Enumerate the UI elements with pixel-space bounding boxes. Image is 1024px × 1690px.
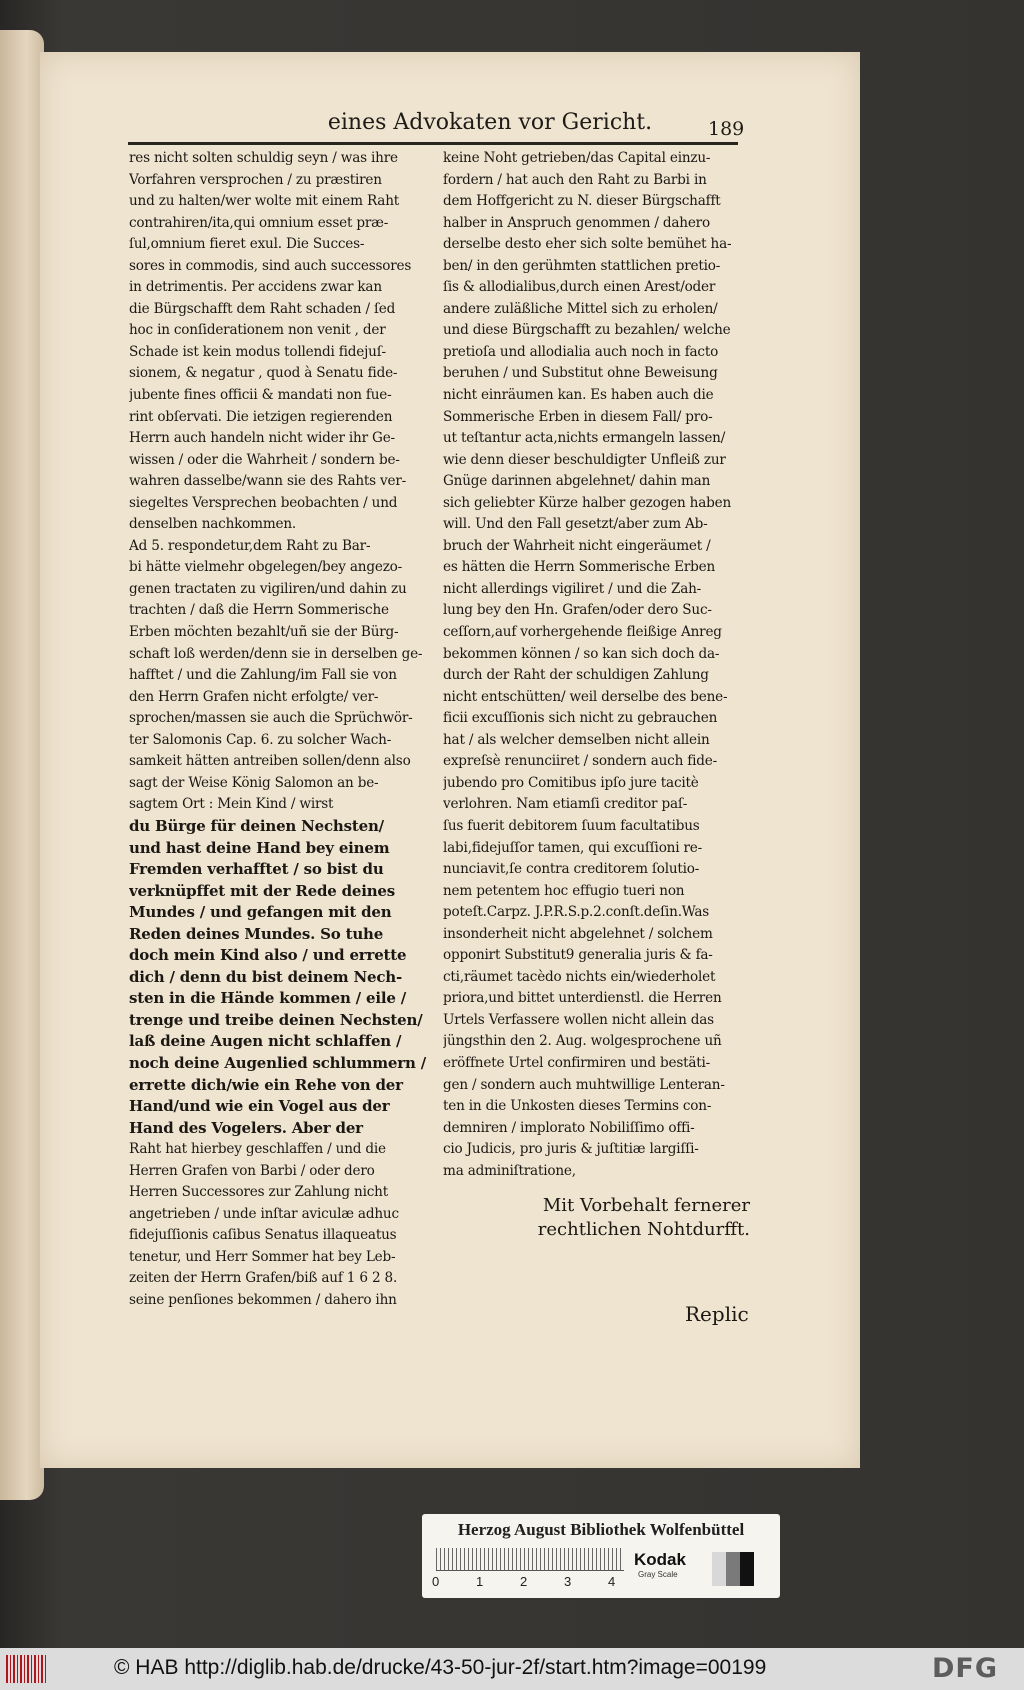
text-line: die Bürgschafft dem Raht schaden / ſed	[129, 300, 396, 317]
gray-swatch-mid	[726, 1552, 740, 1586]
header-rule	[128, 142, 738, 145]
text-line: insonderheit nicht abgelehnet / solchem	[443, 925, 713, 942]
text-line: denselben nachkommen.	[129, 516, 297, 533]
text-line: cti,räumet tacèdo nichts ein/wiederholet	[443, 968, 716, 985]
text-line: Hand des Vogelers. Aber der	[129, 1118, 363, 1137]
library-name: Herzog August Bibliothek Wolfenbüttel	[457, 1520, 745, 1539]
text-line: es hätten die Herrn Sommerische Erben	[443, 559, 716, 576]
text-line: ſul,omnium fieret exul. Die Succes-	[129, 236, 365, 253]
text-line: gen / sondern auch muhtwillige Lenteran-	[443, 1076, 725, 1093]
text-line: Vorfahren versprochen / zu præstiren	[129, 171, 382, 188]
text-line: sprochen/massen sie auch die Sprüchwör-	[129, 710, 413, 727]
text-line: hoc in conſiderationem non venit , der	[129, 322, 386, 339]
text-line: wahren dasselbe/wann sie des Rahts ver-	[129, 473, 407, 490]
text-line: ceſſorn,auf vorhergehende fleißige Anreg	[443, 624, 722, 641]
scale-ruler	[436, 1548, 624, 1571]
text-line: Herren Grafen von Barbi / oder dero	[129, 1162, 375, 1179]
barcode-icon	[6, 1655, 46, 1683]
text-line: errette dich/wie ein Rehe von der	[129, 1075, 403, 1094]
text-line: und hast deine Hand bey einem	[129, 838, 390, 857]
dfg-logo: DFG	[932, 1653, 999, 1684]
text-line: beruhen / und Substitut ohne Beweisung	[443, 365, 718, 382]
text-line: Raht hat hierbey geschlaffen / und die	[129, 1141, 386, 1158]
text-line: ficii excuſſionis sich nicht zu gebrauchen	[443, 710, 718, 727]
text-line: nunciavit,ſe contra creditorem ſolutio-	[443, 861, 700, 878]
text-line: contrahiren/ita,qui omnium esset præ-	[129, 214, 389, 231]
text-line: ter Salomonis Cap. 6. zu solcher Wach-	[129, 731, 392, 748]
text-line: cio Judicis, pro juris & juſtitiæ largiſſi-	[443, 1141, 699, 1158]
text-line: siegeltes Versprechen beobachten / und	[129, 494, 398, 511]
text-line: will. Und den Fall gesetzt/aber zum Ab-	[443, 516, 708, 533]
text-line: Herrn auch handeln nicht wider ihr Ge-	[129, 430, 395, 447]
text-line: samkeit hätten antreiben sollen/denn also	[129, 753, 411, 770]
text-line: bekommen können / so kan sich doch da-	[443, 645, 720, 662]
text-line: trachten / daß die Herrn Sommerische	[129, 602, 389, 619]
kodak-logo: Kodak	[634, 1550, 686, 1569]
text-line: Erben möchten bezahlt/uñ sie der Bürg-	[129, 624, 399, 641]
text-line: bi hätte vielmehr obgelegen/bey angezo-	[129, 559, 403, 576]
text-line: doch mein Kind also / und errette	[129, 946, 407, 965]
text-line: verlohren. Nam etiamſi creditor paſ-	[443, 796, 688, 813]
text-line: ma adminiſtratione,	[443, 1162, 576, 1179]
text-line: halber in Anspruch genommen / dahero	[443, 214, 710, 231]
text-line: nem petentem hoc effugio tueri non	[443, 882, 685, 899]
text-line: sores in commodis, sind auch successores	[129, 257, 412, 274]
text-line: schaft loß werden/denn sie in derselben ge-	[129, 645, 423, 662]
text-line: seine penſiones bekommen / dahero ihn	[129, 1291, 397, 1308]
text-line: ut teſtantur acta,nichts ermangeln lassen/	[443, 430, 726, 447]
text-line: nicht allerdings vigiliret / und die Zah-	[443, 580, 702, 597]
previous-page-edge	[0, 30, 44, 1500]
text-line: du Bürge für deinen Nechsten/	[129, 816, 384, 835]
ruler-number: 4	[608, 1574, 616, 1589]
right-text-column	[443, 148, 743, 1182]
text-line: zeiten der Herrn Grafen/biß auf 1 6 2 8.	[129, 1270, 398, 1287]
text-line: demniren / implorato Nobiliſſimo offi-	[443, 1119, 695, 1136]
text-line: ten in die Unkosten dieses Termins con-	[443, 1098, 712, 1115]
text-line: sich geliebter Kürze halber gezogen haben	[443, 494, 732, 511]
text-line: noch deine Augenlied schlummern /	[129, 1053, 426, 1072]
footer-bar	[0, 1648, 1024, 1690]
text-line: res nicht solten schuldig seyn / was ihre	[129, 150, 398, 166]
page-number: 189	[708, 118, 745, 140]
text-line: Herren Successores zur Zahlung nicht	[129, 1184, 388, 1201]
text-line: jüngsthin den 2. Aug. wolgesprochene uñ	[443, 1033, 722, 1050]
text-line: rint obſervati. Die ietzigen regierenden	[129, 408, 393, 425]
text-line: Gnüge darinnen abgelehnet/ dahin man	[443, 473, 711, 490]
text-line: genen tractaten zu vigiliren/und dahin zu	[129, 580, 407, 597]
text-line: trenge und treibe deinen Nechsten/	[129, 1010, 423, 1029]
gray-scale-label: Gray Scale	[638, 1570, 678, 1579]
text-line: poteſt.Carpz. J.P.R.S.p.2.conſt.deſin.Was	[443, 904, 710, 921]
ruler-number: 2	[520, 1574, 528, 1589]
ruler-numbers	[432, 1574, 632, 1592]
text-line: und zu halten/wer wolte mit einem Raht	[129, 193, 400, 210]
text-line: Reden deines Mundes. So tuhe	[129, 924, 384, 943]
gray-swatch-dark	[740, 1552, 754, 1586]
text-line: ſus fuerit debitorem ſuum facultatibus	[443, 817, 700, 834]
text-line: wie denn dieser beschuldigter Unfleiß zur	[443, 451, 726, 468]
closing-formula	[480, 1194, 750, 1242]
book-page	[40, 52, 860, 1468]
text-line: labi,fidejuſſor tamen, qui excuſſioni re-	[443, 839, 703, 856]
ruler-number: 1	[476, 1574, 484, 1589]
text-line: dich / denn du bist deinem Nech-	[129, 967, 403, 986]
text-line: dem Hoffgericht zu N. dieser Bürgschafft	[443, 193, 721, 210]
text-line: nicht einräumen kan. Es haben auch die	[443, 387, 714, 404]
text-line: Mundes / und gefangen mit den	[129, 903, 392, 922]
text-line: fordern / hat auch den Raht zu Barbi in	[443, 171, 707, 188]
ruler-number: 0	[432, 1574, 440, 1589]
text-line: laß deine Augen nicht schlaffen /	[129, 1032, 402, 1051]
closing-line: rechtlichen Nohtdurfft.	[537, 1219, 750, 1240]
closing-line: Mit Vorbehalt fernerer	[542, 1195, 750, 1216]
text-line: und diese Bürgschafft zu bezahlen/ welche	[443, 322, 731, 339]
text-line: derselbe desto eher sich solte bemühet ha-	[443, 236, 732, 253]
text-line: den Herrn Grafen nicht erfolgte/ ver-	[129, 688, 379, 705]
text-line: lung bey den Hn. Grafen/oder dero Suc-	[443, 602, 712, 619]
text-line: sagtem Ort : Mein Kind / wirst	[129, 796, 334, 813]
left-text-column	[129, 148, 434, 1312]
text-line: sten in die Hände kommen / eile /	[129, 989, 406, 1008]
text-line: Hand/und wie ein Vogel aus der	[129, 1097, 390, 1116]
text-line: Schade ist kein modus tollendi fidejuſ-	[129, 343, 386, 360]
text-line: Sommerische Erben in diesem Fall/ pro-	[443, 408, 713, 425]
text-line: ſis & allodialibus,durch einen Arest/oder	[443, 279, 716, 296]
text-line: hafftet / und die Zahlung/im Fall sie von	[129, 667, 397, 684]
text-line: opponirt Substitut9 generalia juris & fa-	[443, 947, 713, 964]
text-line: priora,und bittet unterdienstl. die Herren	[443, 990, 722, 1007]
catchword: Replic	[685, 1302, 749, 1326]
text-line: expreſsè renunciiret / sondern auch fide-	[443, 753, 717, 770]
gray-swatch-light	[712, 1552, 726, 1586]
footer-url[interactable]: © HAB http://diglib.hab.de/drucke/43-50-jur-2f/start.htm?image=00199	[114, 1656, 767, 1679]
text-line: ben/ in den gerühmten stattlichen pretio-	[443, 257, 721, 274]
text-line: keine Noht getrieben/das Capital einzu-	[443, 150, 711, 166]
text-line: jubente fines officii & mandati non fue-	[129, 387, 392, 404]
color-calibration-card	[422, 1514, 780, 1598]
text-line: fidejuſſionis caſibus Senatus illaqueatus	[129, 1227, 397, 1244]
text-line: jubendo pro Comitibus ipſo jure tacitè	[443, 774, 699, 791]
text-line: bruch der Wahrheit nicht eingeräumet /	[443, 537, 711, 554]
text-line: pretioſa und allodialia auch noch in facto	[443, 343, 719, 360]
text-line: Urtels Verfassere wollen nicht allein das	[443, 1011, 714, 1028]
ruler-number: 3	[564, 1574, 572, 1589]
text-line: angetrieben / unde inſtar aviculæ adhuc	[129, 1205, 399, 1222]
text-line: Ad 5. respondetur,dem Raht zu Bar-	[129, 537, 371, 554]
text-line: durch der Raht der schuldigen Zahlung	[443, 667, 709, 684]
text-line: andere zuläßliche Mittel sich zu erholen/	[443, 300, 718, 317]
text-line: eröffnete Urtel confirmiren und bestäti-	[443, 1054, 711, 1071]
text-line: wissen / oder die Wahrheit / sondern be-	[129, 451, 400, 468]
running-head: eines Advokaten vor Gericht.	[327, 110, 653, 135]
text-line: sagt der Weise König Salomon an be-	[129, 774, 379, 791]
text-line: in detrimentis. Per accidens zwar kan	[129, 279, 382, 296]
text-line: verknüpffet mit der Rede deines	[129, 881, 396, 900]
text-line: tenetur, und Herr Sommer hat bey Leb-	[129, 1248, 396, 1265]
text-line: Fremden verhafftet / so bist du	[129, 860, 384, 879]
text-line: hat / als welcher demselben nicht allein	[443, 731, 710, 748]
text-line: sionem, & negatur , quod à Senatu fide-	[129, 365, 398, 382]
text-line: nicht entschütten/ weil derselbe des bene-	[443, 688, 728, 705]
